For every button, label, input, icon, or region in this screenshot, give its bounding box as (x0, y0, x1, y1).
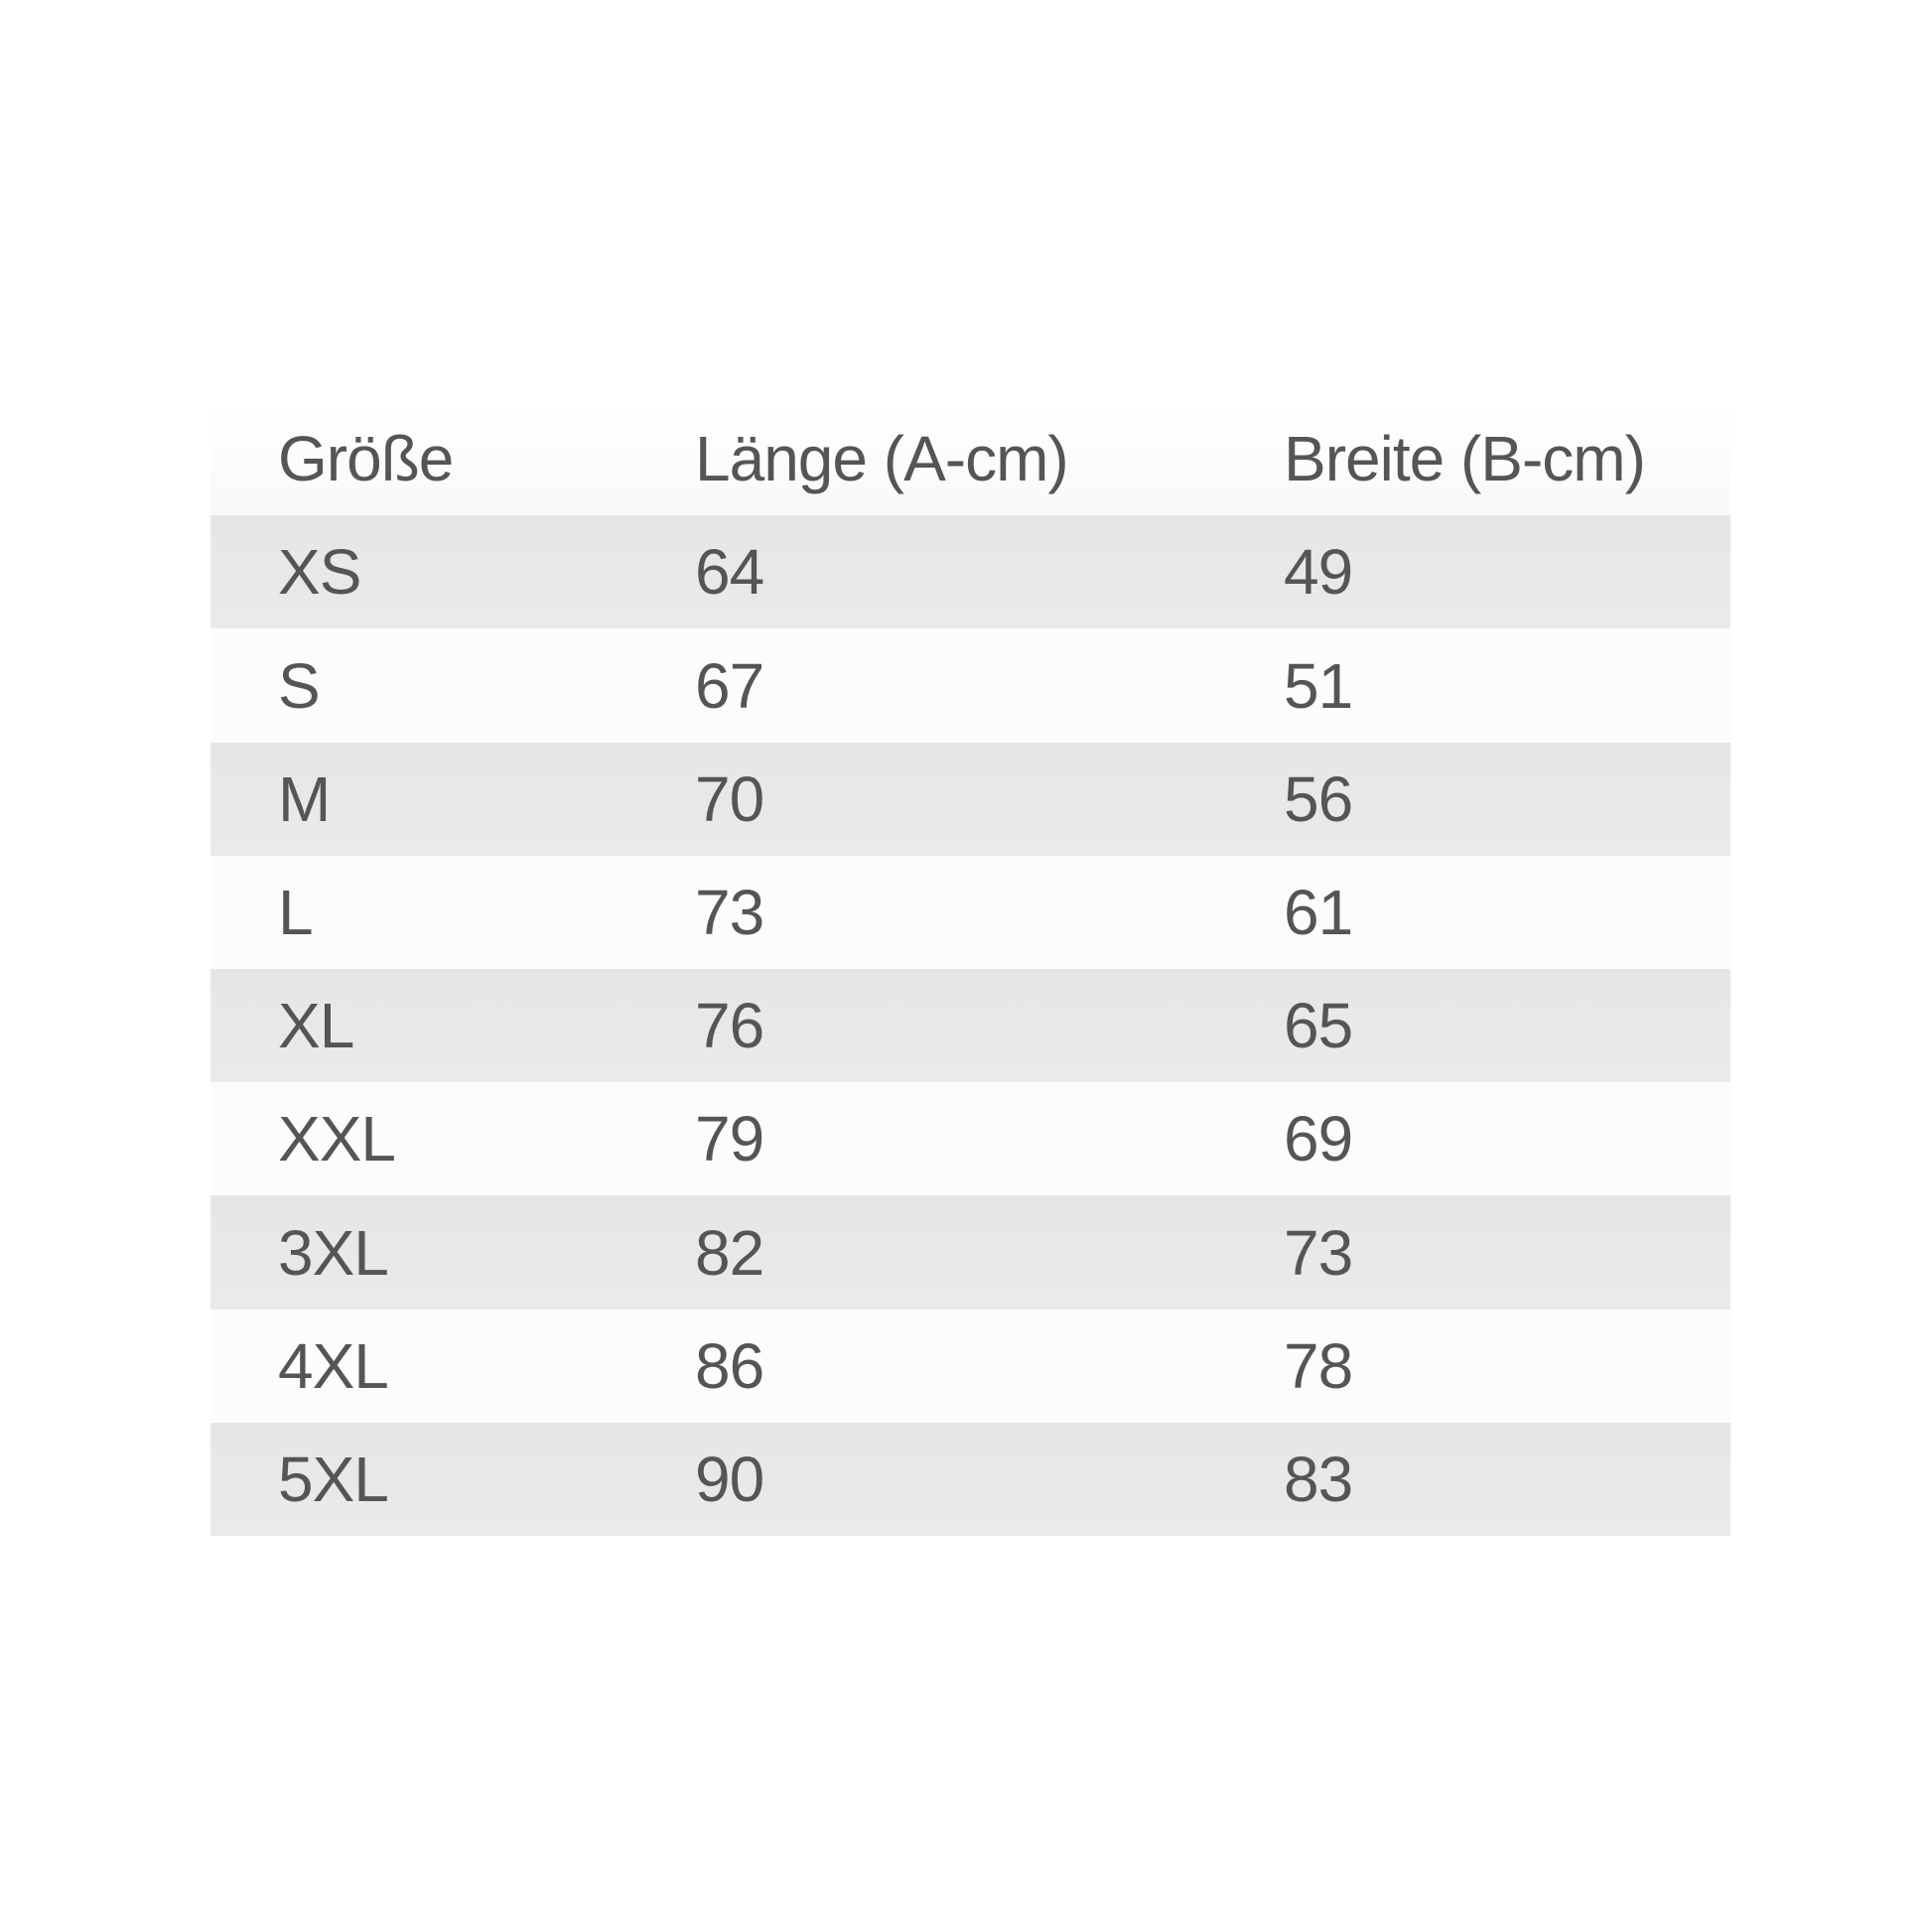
width-cell: 73 (1284, 1216, 1353, 1289)
size-cell: 5XL (278, 1443, 388, 1515)
table-row (210, 1082, 1730, 1195)
size-cell: XXL (278, 1103, 395, 1175)
width-cell: 51 (1284, 649, 1353, 722)
width-cell: 83 (1284, 1443, 1353, 1515)
size-chart-table (210, 402, 1730, 1536)
size-cell: L (278, 876, 313, 948)
size-cell: 3XL (278, 1216, 388, 1289)
column-header-size: Größe (278, 423, 454, 495)
length-cell: 64 (695, 536, 764, 609)
length-cell: 76 (695, 990, 764, 1062)
table-row (210, 515, 1730, 628)
width-cell: 69 (1284, 1103, 1353, 1175)
size-cell: XL (278, 990, 354, 1062)
table-row (210, 628, 1730, 742)
table-row (210, 1195, 1730, 1309)
size-cell: XS (278, 536, 361, 609)
length-cell: 70 (695, 762, 764, 835)
size-cell: S (278, 649, 320, 722)
table-row (210, 1310, 1730, 1423)
length-cell: 86 (695, 1329, 764, 1402)
length-cell: 73 (695, 876, 764, 948)
length-cell: 82 (695, 1216, 764, 1289)
header-row (210, 402, 1730, 515)
table-row (210, 1423, 1730, 1536)
size-cell: 4XL (278, 1329, 388, 1402)
table-row (210, 856, 1730, 969)
width-cell: 78 (1284, 1329, 1353, 1402)
length-cell: 90 (695, 1443, 764, 1515)
table-row (210, 743, 1730, 856)
width-cell: 65 (1284, 990, 1353, 1062)
table-row (210, 969, 1730, 1082)
width-cell: 56 (1284, 762, 1353, 835)
column-header-length: Länge (A-cm) (695, 423, 1068, 495)
length-cell: 79 (695, 1103, 764, 1175)
width-cell: 61 (1284, 876, 1353, 948)
column-header-width: Breite (B-cm) (1284, 423, 1645, 495)
width-cell: 49 (1284, 536, 1353, 609)
size-cell: M (278, 762, 331, 835)
length-cell: 67 (695, 649, 764, 722)
